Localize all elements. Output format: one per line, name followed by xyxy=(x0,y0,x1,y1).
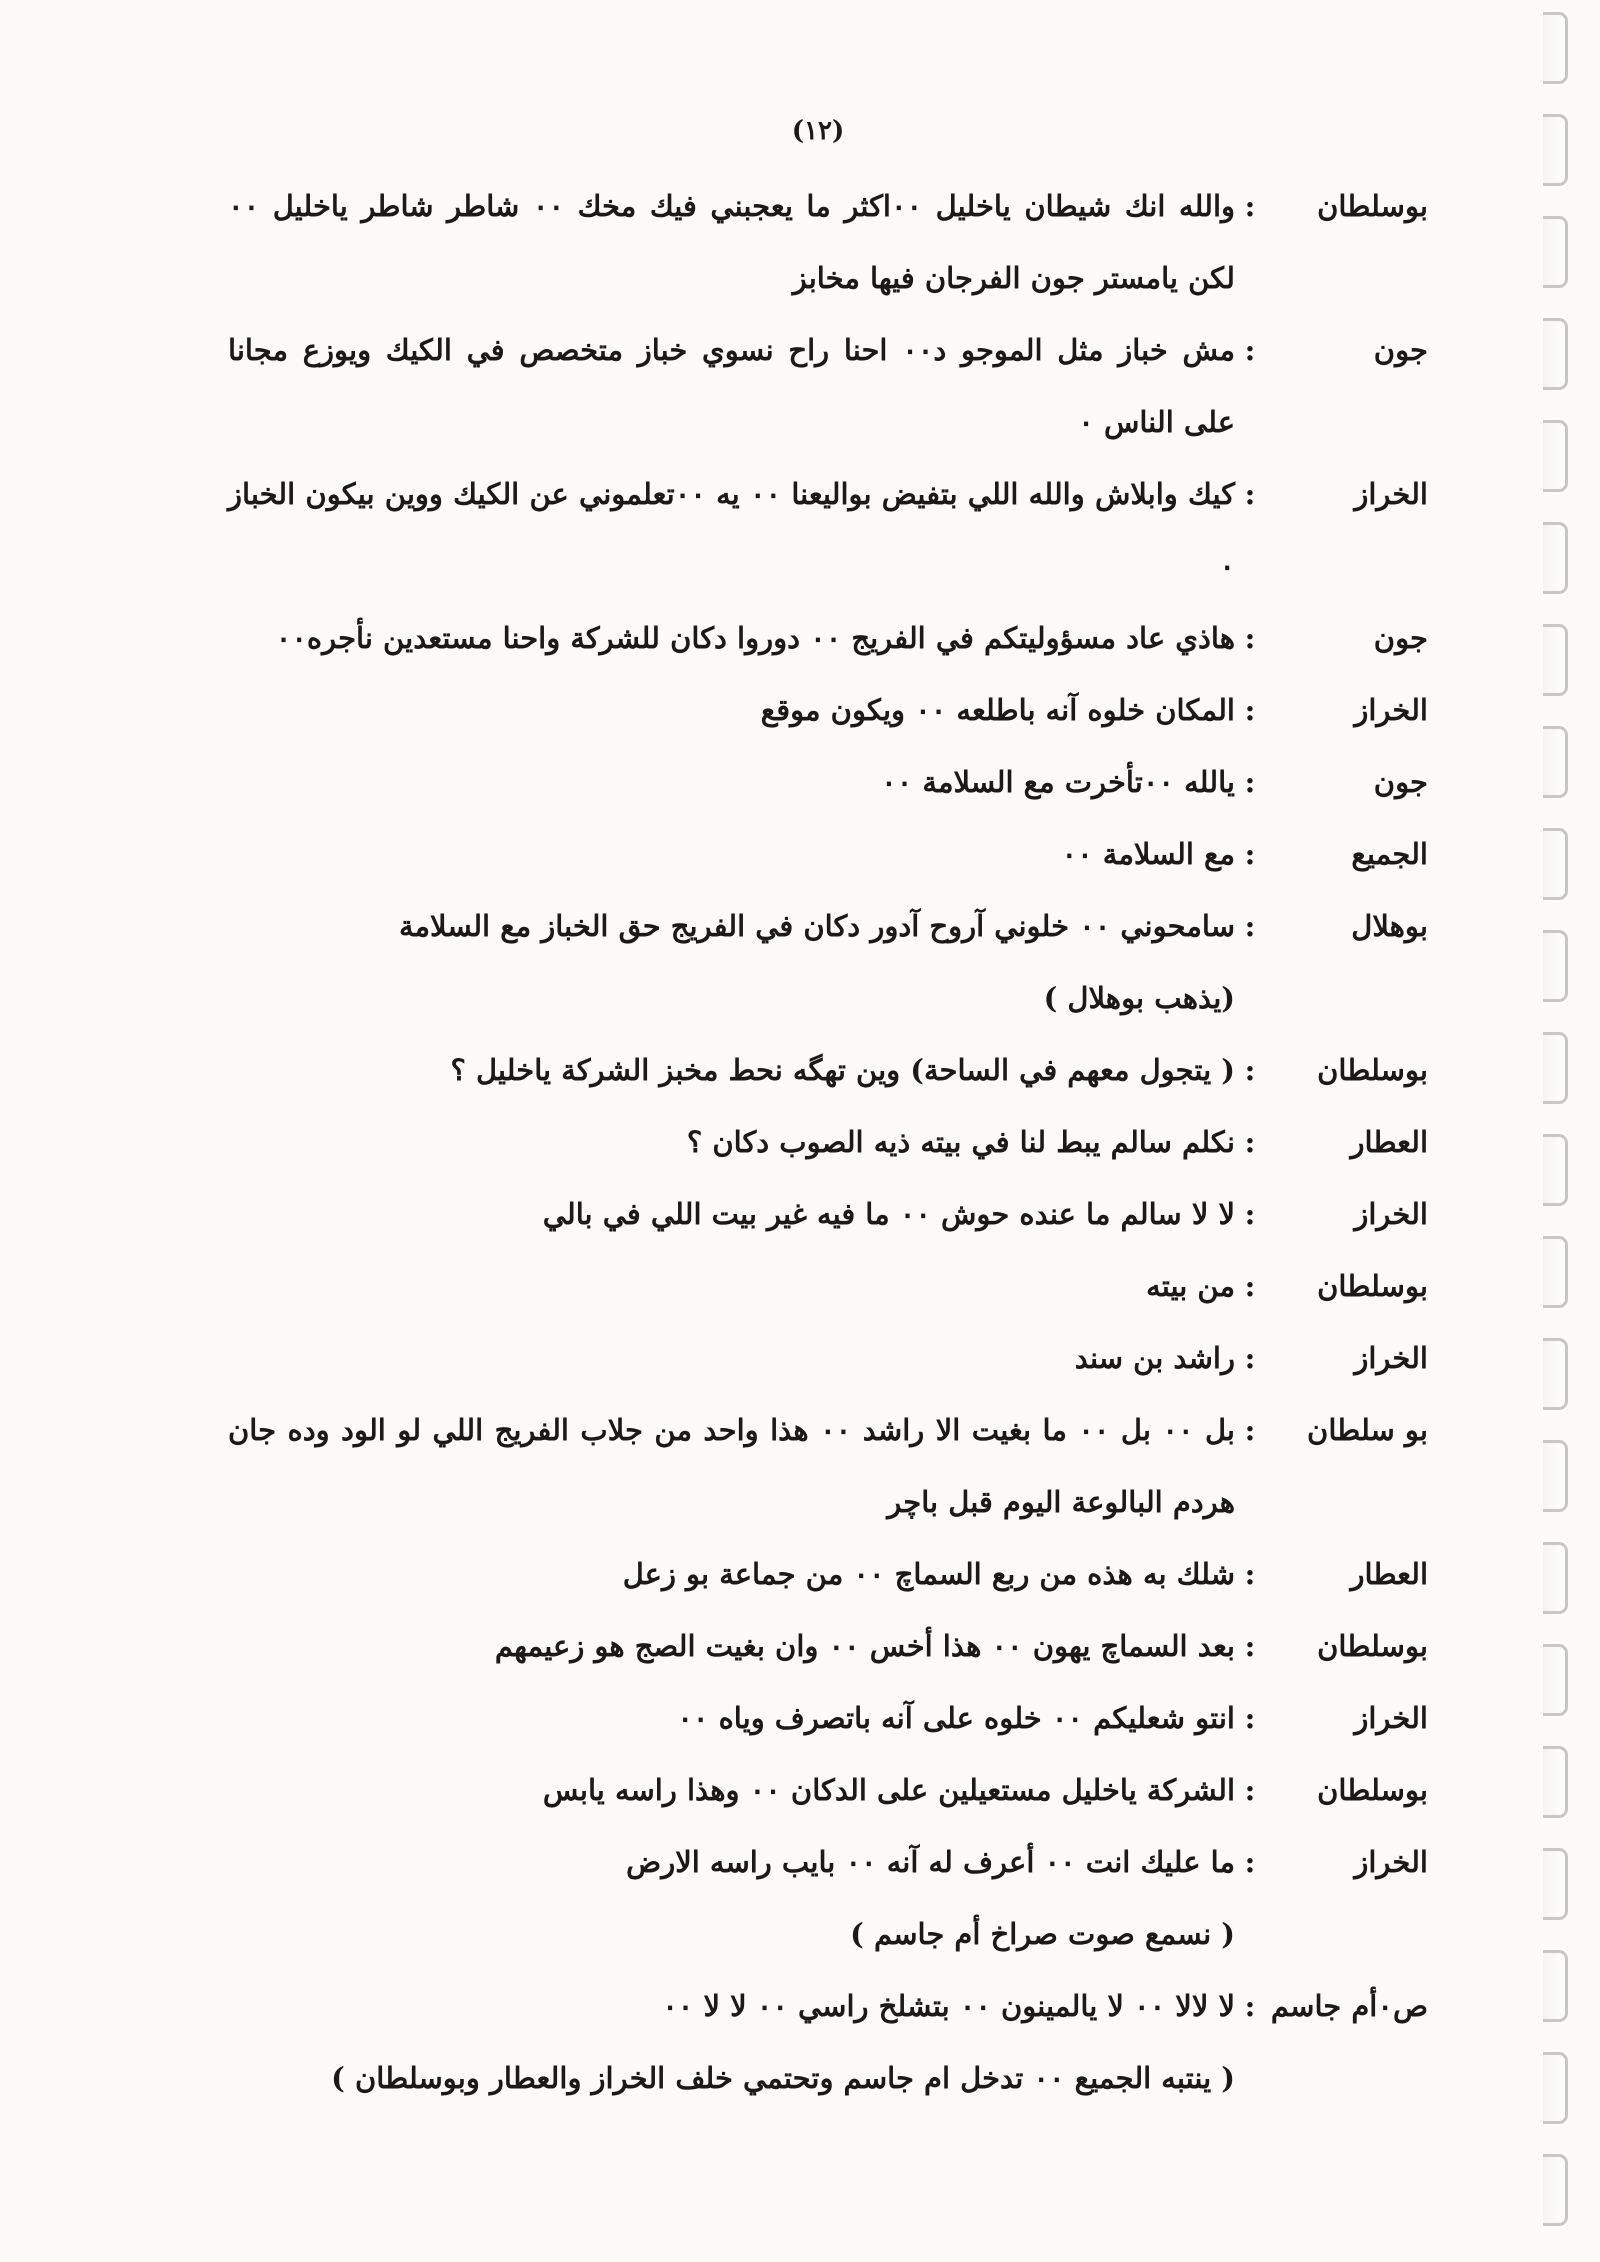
speech-text: المكان خلوه آنه باطلعه ٠٠ ويكون موقع xyxy=(760,693,1235,727)
speaker-separator: : xyxy=(1244,1053,1256,1087)
speech-text: الشركة ياخليل مستعيلين على الدكان ٠٠ وهذا راسه يابس xyxy=(542,1773,1235,1807)
speech-text: كيك وابلاش والله اللي بتفيض بواليعنا ٠٠ يه ٠٠تعلموني عن الكيك ووين بيكون الخباز ٠ xyxy=(228,477,1236,583)
speaker-name: بوسلطان xyxy=(1317,1773,1428,1807)
binding-ring xyxy=(1543,2154,1568,2226)
binding-ring xyxy=(1543,828,1568,900)
speaker-name: بوهلال xyxy=(1351,909,1428,943)
dialogue-line xyxy=(228,890,1428,962)
dialogue-line xyxy=(228,458,1428,602)
stage-direction xyxy=(228,962,1428,1034)
stage-direction xyxy=(228,2042,1428,2114)
speaker-separator: : xyxy=(1244,1125,1256,1159)
binding-ring xyxy=(1543,216,1568,288)
dialogue-line xyxy=(228,746,1428,818)
speaker-separator: : xyxy=(1244,1773,1256,1807)
speaker-name: الجميع xyxy=(1351,837,1428,871)
binding-ring xyxy=(1543,726,1568,798)
dialogue-block xyxy=(228,170,1428,2114)
dialogue-line xyxy=(228,1538,1428,1610)
speaker-name: ص٠أم جاسم xyxy=(1270,1989,1428,2023)
dialogue-line xyxy=(228,1178,1428,1250)
binding-ring xyxy=(1543,12,1568,84)
speaker-separator: : xyxy=(1244,1413,1256,1447)
speaker-separator: : xyxy=(1244,1989,1256,2023)
speech-text: مش خباز مثل الموجو د٠٠ احنا راح نسوي خباز متخصص في الكيك ويوزع مجانا على الناس ٠ xyxy=(228,333,1235,439)
dialogue-line xyxy=(228,1826,1428,1898)
spiral-binding xyxy=(1518,0,1582,2262)
speaker-name: الخراز xyxy=(1354,1197,1428,1231)
speech-text: راشد بن سند xyxy=(1074,1341,1235,1375)
speech-text: نكلم سالم يبط لنا في بيته ذيه الصوب دكان ؟ xyxy=(686,1125,1235,1159)
speaker-name: العطار xyxy=(1350,1557,1428,1591)
speaker-separator: : xyxy=(1244,1197,1256,1231)
speaker-separator: : xyxy=(1244,189,1256,223)
stage-direction xyxy=(228,1898,1428,1970)
speaker-separator: : xyxy=(1244,765,1256,799)
speech-text: ( يتجول معهم في الساحة) وين تهگه نحط مخبز الشركة ياخليل ؟ xyxy=(450,1053,1235,1087)
stage-direction-text: (يذهب بوهلال ) xyxy=(1043,981,1235,1015)
binding-ring xyxy=(1543,1134,1568,1206)
speaker-separator: : xyxy=(1244,1269,1256,1303)
speaker-name: بوسلطان xyxy=(1317,189,1428,223)
dialogue-line xyxy=(228,1394,1428,1538)
stage-direction-text: ( نسمع صوت صراخ أم جاسم ) xyxy=(850,1917,1235,1951)
speech-text: سامحوني ٠٠ خلوني آروح آدور دكان في الفريج حق الخباز مع السلامة xyxy=(398,909,1235,943)
speaker-name: بوسلطان xyxy=(1317,1053,1428,1087)
binding-ring xyxy=(1543,1950,1568,2022)
binding-ring xyxy=(1543,1848,1568,1920)
speaker-name: جون xyxy=(1373,765,1428,799)
dialogue-line xyxy=(228,1106,1428,1178)
binding-ring xyxy=(1543,1236,1568,1308)
dialogue-line xyxy=(228,1250,1428,1322)
speaker-name: الخراز xyxy=(1354,693,1428,727)
binding-ring xyxy=(1543,1338,1568,1410)
speaker-separator: : xyxy=(1244,477,1256,511)
speaker-name: الخراز xyxy=(1354,1701,1428,1735)
speech-text: لا لالا ٠٠ لا يالمينون ٠٠ بتشلخ راسي ٠٠ لا لا ٠٠ xyxy=(662,1989,1235,2023)
binding-ring xyxy=(1543,522,1568,594)
binding-ring xyxy=(1543,1032,1568,1104)
page-number: (١٢) xyxy=(791,116,845,146)
speech-text: شلك به هذه من ربع السماچ ٠٠ من جماعة بو زعل xyxy=(622,1557,1235,1591)
speaker-separator: : xyxy=(1244,1845,1256,1879)
speech-text: هاذي عاد مسؤوليتكم في الفريج ٠٠ دوروا دكان للشركة واحنا مستعدين نأجره٠٠ xyxy=(275,621,1235,655)
speaker-name: بوسلطان xyxy=(1317,1629,1428,1663)
speech-text: بعد السماچ يهون ٠٠ هذا أخس ٠٠ وان بغيت الصج هو زعيمهم xyxy=(494,1629,1235,1663)
speech-text: لا لا سالم ما عنده حوش ٠٠ ما فيه غير بيت اللي في بالي xyxy=(542,1197,1235,1231)
speaker-separator: : xyxy=(1244,1629,1256,1663)
speaker-separator: : xyxy=(1244,333,1256,367)
speaker-name: بو سلطان xyxy=(1307,1413,1428,1447)
binding-ring xyxy=(1543,624,1568,696)
speaker-name: جون xyxy=(1373,621,1428,655)
speaker-name: الخراز xyxy=(1354,1845,1428,1879)
speech-text: ما عليك انت ٠٠ أعرف له آنه ٠٠ بايب راسه الارض xyxy=(626,1845,1235,1879)
binding-ring xyxy=(1543,1644,1568,1716)
binding-ring xyxy=(1543,318,1568,390)
binding-ring xyxy=(1543,1542,1568,1614)
dialogue-line xyxy=(228,818,1428,890)
speaker-separator: : xyxy=(1244,837,1256,871)
speaker-separator: : xyxy=(1244,909,1256,943)
dialogue-line xyxy=(228,1682,1428,1754)
binding-ring xyxy=(1543,2052,1568,2124)
speaker-separator: : xyxy=(1244,1701,1256,1735)
binding-ring xyxy=(1543,930,1568,1002)
dialogue-line xyxy=(228,314,1428,458)
speech-text: من بيته xyxy=(1146,1269,1235,1303)
dialogue-line xyxy=(228,602,1428,674)
dialogue-line xyxy=(228,1970,1428,2042)
binding-ring xyxy=(1543,1746,1568,1818)
speech-text: انتو شعليكم ٠٠ خلوه على آنه باتصرف وياه ٠٠ xyxy=(677,1701,1235,1735)
speaker-separator: : xyxy=(1244,621,1256,655)
speaker-separator: : xyxy=(1244,1557,1256,1591)
speech-text: مع السلامة ٠٠ xyxy=(1061,837,1235,871)
stage-direction-text: ( ينتبه الجميع ٠٠ تدخل ام جاسم وتحتمي خلف الخراز والعطار وبوسلطان ) xyxy=(331,2061,1235,2095)
dialogue-line xyxy=(228,1322,1428,1394)
dialogue-line xyxy=(228,1754,1428,1826)
speaker-name: الخراز xyxy=(1354,1341,1428,1375)
speaker-separator: : xyxy=(1244,693,1256,727)
speech-text: يالله ٠٠تأخرت مع السلامة ٠٠ xyxy=(881,765,1235,799)
dialogue-line xyxy=(228,170,1428,314)
speech-text: والله انك شيطان ياخليل ٠٠اكثر ما يعجبني فيك مخك ٠٠ شاطر شاطر ياخليل ٠٠ لكن يامستر جون الفرجان فيها مخابز xyxy=(228,189,1236,295)
dialogue-line xyxy=(228,1610,1428,1682)
speaker-separator: : xyxy=(1244,1341,1256,1375)
speech-text: بل ٠٠ بل ٠٠ ما بغيت الا راشد ٠٠ هذا واحد من جلاب الفريج اللي لو الود وده جان هردم البالوعة اليوم قبل باچر xyxy=(228,1413,1236,1519)
binding-ring xyxy=(1543,1440,1568,1512)
speaker-name: الخراز xyxy=(1354,477,1428,511)
dialogue-line xyxy=(228,674,1428,746)
speaker-name: بوسلطان xyxy=(1317,1269,1428,1303)
speaker-name: العطار xyxy=(1350,1125,1428,1159)
binding-ring xyxy=(1543,420,1568,492)
dialogue-line xyxy=(228,1034,1428,1106)
speaker-name: جون xyxy=(1373,333,1428,367)
